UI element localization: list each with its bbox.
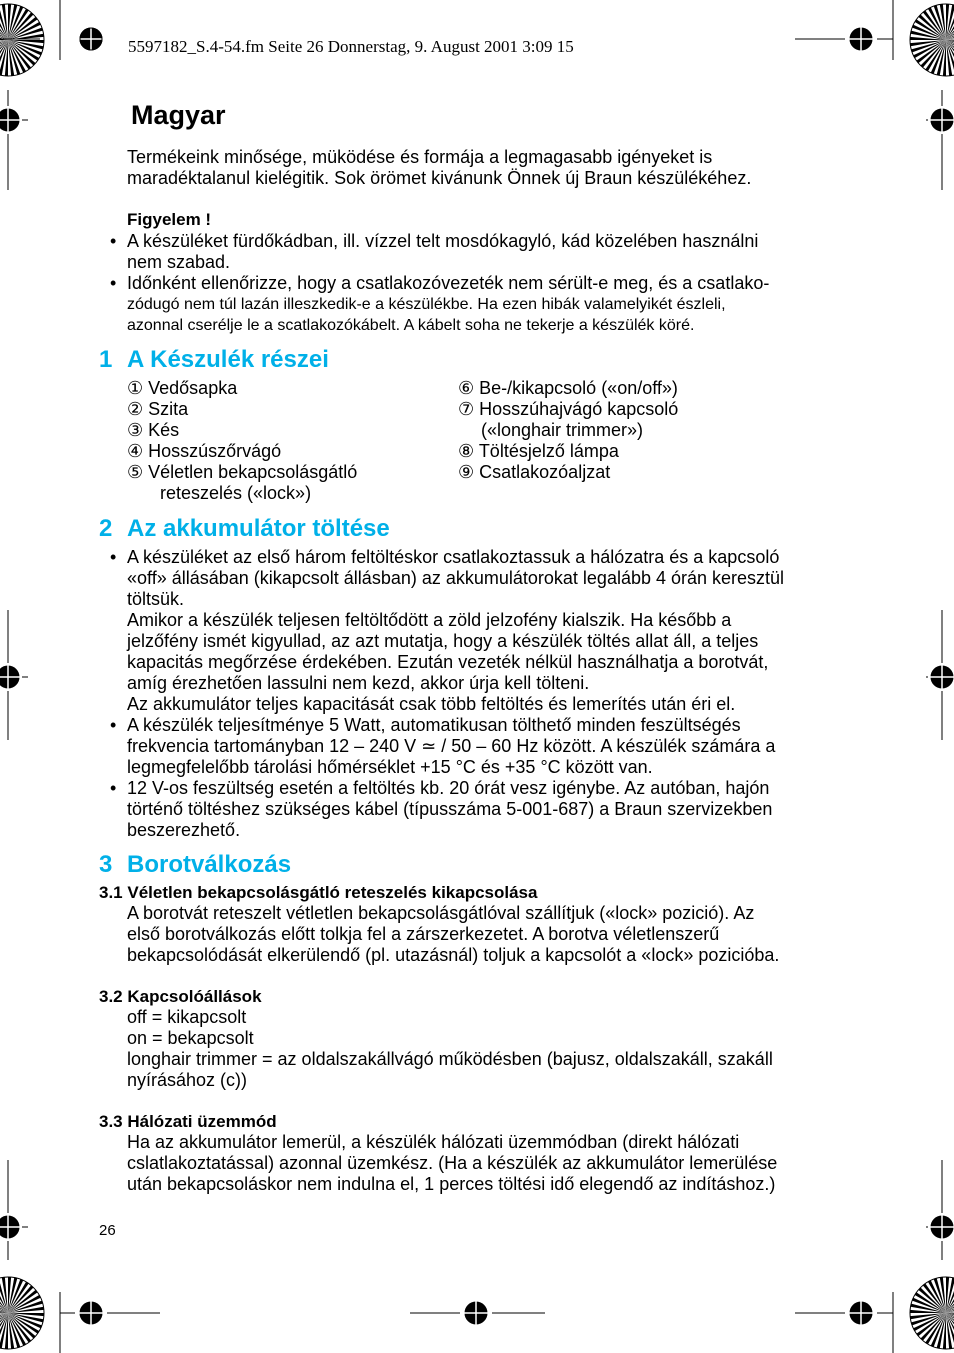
body-line: off = kikapcsolt: [127, 1007, 247, 1027]
charging-bullet-1: [127, 547, 784, 715]
charging-bullet-3: [127, 778, 772, 841]
part-item: ② Szita: [127, 399, 189, 419]
section-title: Borotválkozás: [127, 851, 292, 878]
subsection-3-2-heading: 3.2 Kapcsolóállások: [99, 987, 262, 1006]
part-item: ⑤ Véletlen bekapcsolásgátló: [127, 462, 358, 482]
page-number: 26: [99, 1222, 116, 1239]
bullet-dot: •: [110, 547, 117, 567]
warning-bullet-2: [127, 273, 769, 336]
parts-list-left: [127, 378, 357, 504]
subsection-3-1-heading: 3.1 Véletlen bekapcsolásgátló reteszelés kikapcsolása: [99, 883, 538, 902]
body-line: on = bekapcsolt: [127, 1028, 254, 1048]
starburst-target-icon: [0, 1277, 44, 1349]
section-number: 3: [99, 851, 113, 878]
part-item: ① Vedősapka: [127, 378, 238, 398]
part-item-cont: reteszelés («lock»): [160, 483, 312, 503]
bullet-dot: •: [110, 715, 117, 735]
section-title: Az akkumulátor töltése: [127, 515, 390, 542]
warning-line: Időnként ellenőrizze, hogy a csatlakozóvezeték nem sérült-e meg, és a csatlako-: [127, 273, 770, 293]
charging-line: amíg érezhetően lassulni nem kezd, akkor úrja kell tölteni.: [127, 673, 590, 693]
charging-line: legmegfelelőbb tárolási hőmérséklet +15 °C és +35 °C között van.: [127, 757, 653, 777]
part-item: ③ Kés: [127, 420, 180, 440]
part-item-cont: («longhair trimmer»): [481, 420, 644, 440]
part-item: ⑧ Töltésjelző lámpa: [458, 441, 619, 461]
body-line: cslatlakoztatással) azonnal üzemkész. (Ha a készülék az akkumulátor lemerülése: [127, 1153, 778, 1173]
section-number: 1: [99, 346, 113, 373]
charging-line: A készülék teljesítménye 5 Watt, automatikusan tölthető minden feszültségés: [127, 715, 741, 735]
starburst-target-icon: [910, 1277, 954, 1349]
charging-line: 12 V-os feszültség esetén a feltöltés kb. 20 órát vesz igénybe. Az autóban, hajón: [127, 778, 770, 798]
body-line: Ha az akkumulátor lemerül, a készülék hálózati üzemmódban (direkt hálózati: [127, 1132, 740, 1152]
charging-line: Az akkumulátor teljes kapacitását csak több feltöltés és lemerítés után éri el.: [127, 694, 736, 714]
part-item: ⑦ Hosszúhajvágó kapcsoló: [458, 399, 679, 419]
bullet-dot: •: [110, 231, 117, 251]
warning-bullet-1: [127, 231, 758, 273]
body-line: nyírásához (c)): [127, 1070, 248, 1090]
subsection-3-3-heading: 3.3 Hálózati üzemmód: [99, 1112, 277, 1131]
page-title: Magyar: [131, 100, 226, 130]
part-item: ④ Hosszúszőrvágó: [127, 441, 282, 461]
charging-bullet-2: [127, 715, 775, 778]
body-line: A borotvát reteszelt vétletlen bekapcsolásgátlóval szállítjuk («lock» pozició). Az: [127, 903, 755, 923]
intro-paragraph: [127, 147, 751, 189]
charging-line: kapacitás megőrzése érdekében. Ezután vezeték nélkül használhatja a borotvát,: [127, 652, 769, 672]
warning-line: azonnal cserélje le a scatlakozókábelt. A kábelt soha ne tekerje a készülék köré.: [127, 317, 695, 334]
charging-line: történő töltéshez szükséges kábel (típusszáma 5-001-687) a Braun szervizekben: [127, 799, 773, 819]
warning-line: zódugó nem túl lazán illeszkedik-e a készülékbe. Ha ezen hibák valamelyikét észleli,: [127, 296, 726, 313]
subsection-3-3-text: [127, 1132, 777, 1195]
part-item: ⑨ Csatlakozóaljzat: [458, 462, 611, 482]
subsection-3-2-text: [127, 1007, 773, 1091]
charging-line: A készüléket az első három feltöltéskor csatlakoztassuk a hálózatra és a kapcsoló: [127, 547, 780, 567]
starburst-target-icon: [910, 4, 954, 76]
body-line: bekapcsolódását elkerülendő (pl. utazásnál) toljuk a kapcsolót a «lock» pozicióba.: [127, 945, 780, 965]
section-2-heading: [99, 515, 390, 543]
charging-line: beszerezhető.: [127, 820, 241, 840]
warning-line: A készüléket fürdőkádban, ill. vízzel telt mosdókagyló, kád közelében használni: [127, 231, 759, 251]
warning-heading: Figyelem !: [127, 210, 212, 229]
intro-line: maradéktalanul kielégitik. Sok örömet kivánunk Önnek új Braun készülékéhez.: [127, 168, 752, 188]
bullet-dot: •: [110, 778, 117, 798]
charging-line: Amikor a készülék teljesen feltöltődött a zöld jelzofény kialszik. Ha később a: [127, 610, 732, 630]
charging-line: jelzőfény ismét kigyullad, az azt mutatja, hogy a készülék töltés allat áll, a teljes: [127, 631, 759, 651]
starburst-target-icon: [0, 4, 44, 76]
subsection-3-1-text: [127, 903, 779, 966]
charging-line: frekvencia tartományban 12 – 240 V ≃ / 50 – 60 Hz között. A készülék számára a: [127, 736, 776, 756]
section-number: 2: [99, 515, 113, 542]
part-item: ⑥ Be-/kikapcsoló («on/off»): [458, 378, 678, 398]
body-line: után bekapcsoláskor nem indulna el, 1 perces töltési idő elegendő az indításhoz.): [127, 1174, 776, 1194]
charging-line: «off» állásában (kikapcsolt állásban) az akkumulátorokat legalább 4 órán keresztül: [127, 568, 785, 588]
charging-line: töltsük.: [127, 589, 185, 609]
section-title: A Készulék részei: [127, 346, 329, 373]
warning-line: nem szabad.: [127, 252, 231, 272]
section-3-heading: [99, 851, 291, 879]
parts-list-right: [458, 378, 678, 483]
body-line: longhair trimmer = az oldalszakállvágó működésben (bajusz, oldalszakáll, szakáll: [127, 1049, 773, 1069]
body-line: első borotválkozás előtt tolkja fel a zárszerkezetet. A borotva véletlenszerű: [127, 924, 720, 944]
file-header: 5597182_S.4-54.fm Seite 26 Donnerstag, 9. August 2001 3:09 15: [128, 37, 574, 56]
section-1-heading: [99, 346, 329, 374]
bullet-dot: •: [110, 273, 117, 293]
intro-line: Termékeink minősége, müködése és formája a legmagasabb igényeket is: [127, 147, 713, 167]
